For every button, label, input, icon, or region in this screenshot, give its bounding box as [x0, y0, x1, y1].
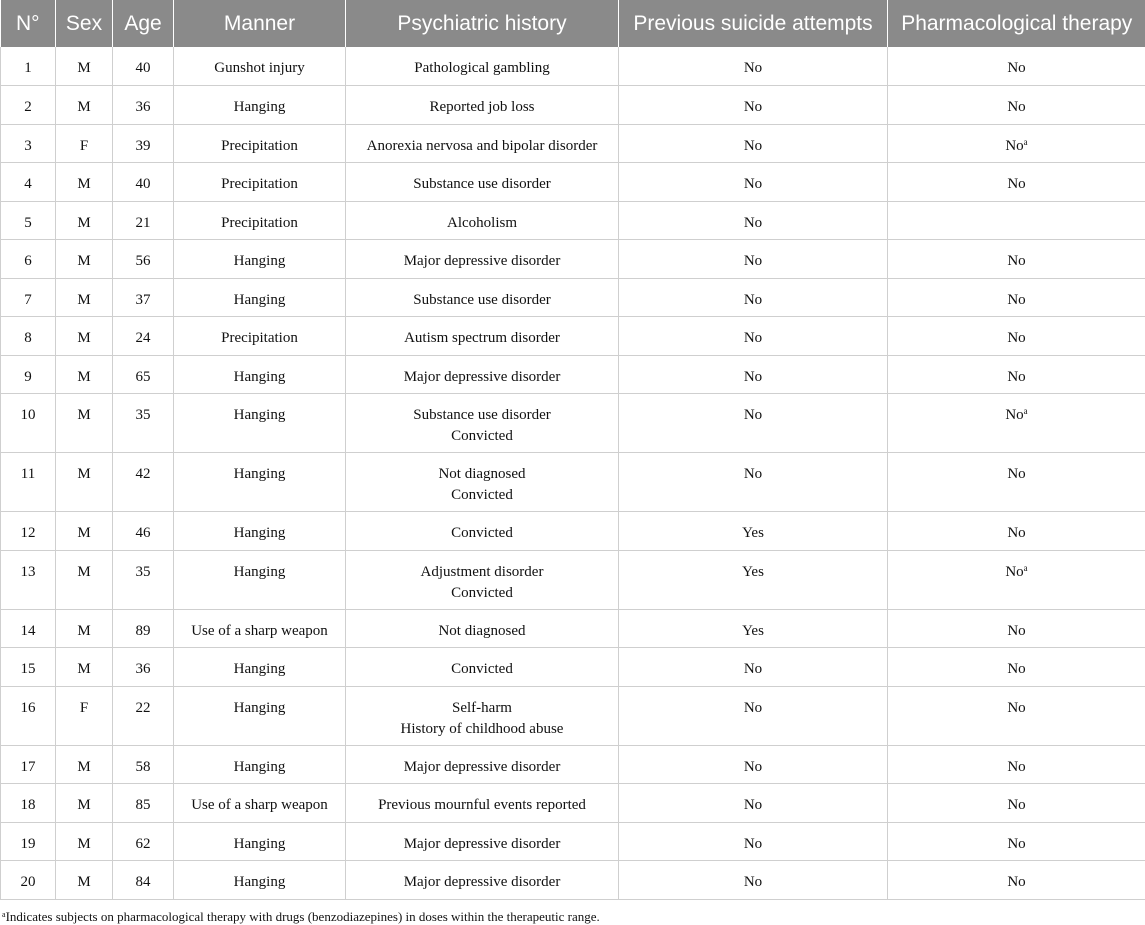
cell-number: 13: [1, 550, 56, 609]
history-line: Adjustment disorder: [420, 563, 544, 580]
column-header-age: Age: [113, 0, 174, 47]
table-row: [1, 240, 1145, 279]
cell-pharmacological-therapy: [888, 822, 1145, 861]
cell-age: 46: [113, 512, 174, 551]
table-row: [1, 784, 1145, 823]
cell-pharmacological-therapy: [888, 512, 1145, 551]
history-line: Convicted: [451, 428, 513, 444]
cell-number: 5: [1, 201, 56, 240]
cell-number: 19: [1, 822, 56, 861]
cell-manner: Hanging: [174, 648, 346, 687]
history-line: Reported job loss: [429, 99, 535, 115]
therapy-value: No: [1007, 368, 1026, 385]
footnote-mark: a: [2, 909, 6, 919]
cell-sex: M: [56, 861, 113, 900]
cell-number: 14: [1, 609, 56, 648]
history-line: Major depressive disorder: [403, 874, 561, 890]
cell-manner: Gunshot injury: [174, 47, 346, 86]
cell-previous-attempts: No: [619, 861, 888, 900]
cell-pharmacological-therapy: [888, 550, 1145, 609]
cell-psychiatric-history: [346, 686, 619, 745]
cell-pharmacological-therapy: [888, 47, 1145, 86]
cell-number: 6: [1, 240, 56, 279]
cell-previous-attempts: Yes: [619, 550, 888, 609]
table-row: [1, 355, 1145, 394]
cell-age: 35: [113, 394, 174, 453]
cell-previous-attempts: Yes: [619, 512, 888, 551]
cell-age: 40: [113, 47, 174, 86]
cell-psychiatric-history: [346, 317, 619, 356]
cell-number: 12: [1, 512, 56, 551]
cell-number: 11: [1, 453, 56, 512]
cell-manner: Hanging: [174, 861, 346, 900]
therapy-value: No: [1007, 466, 1026, 482]
cell-previous-attempts: No: [619, 317, 888, 356]
cell-psychiatric-history: [346, 394, 619, 453]
table-row: [1, 686, 1145, 745]
cell-pharmacological-therapy: [888, 355, 1145, 394]
table-row: [1, 453, 1145, 512]
cell-sex: M: [56, 163, 113, 202]
cell-number: 3: [1, 124, 56, 163]
history-line: Pathological gambling: [414, 60, 550, 76]
cell-psychiatric-history: [346, 163, 619, 202]
table-row: [1, 317, 1145, 356]
cell-age: 42: [113, 453, 174, 512]
cell-age: 58: [113, 745, 174, 784]
cell-sex: M: [56, 512, 113, 551]
cell-psychiatric-history: [346, 124, 619, 163]
therapy-value: No: [1007, 797, 1026, 813]
cell-number: 16: [1, 686, 56, 745]
cell-manner: Precipitation: [174, 201, 346, 240]
cell-sex: M: [56, 453, 113, 512]
cell-age: 56: [113, 240, 174, 279]
cell-psychiatric-history: [346, 278, 619, 317]
history-line: Autism spectrum disorder: [404, 330, 560, 346]
table-row: [1, 278, 1145, 317]
history-line: Major depressive disorder: [403, 253, 561, 269]
cell-manner: Use of a sharp weapon: [174, 609, 346, 648]
therapy-value: No: [1005, 563, 1024, 580]
cell-sex: M: [56, 822, 113, 861]
history-line: Substance use disorder: [413, 291, 551, 308]
cell-psychiatric-history: [346, 861, 619, 900]
therapy-value: No: [1007, 835, 1026, 852]
history-line: Convicted: [451, 525, 513, 541]
history-line: Major depressive disorder: [403, 758, 561, 775]
therapy-value: No: [1007, 525, 1026, 541]
cell-sex: M: [56, 278, 113, 317]
cell-number: 20: [1, 861, 56, 900]
table-row: [1, 550, 1145, 609]
cell-sex: M: [56, 784, 113, 823]
cell-sex: F: [56, 124, 113, 163]
cell-previous-attempts: No: [619, 822, 888, 861]
cell-sex: M: [56, 394, 113, 453]
cell-number: 9: [1, 355, 56, 394]
cell-age: 37: [113, 278, 174, 317]
cell-manner: Hanging: [174, 686, 346, 745]
table-row: [1, 745, 1145, 784]
cell-age: 36: [113, 648, 174, 687]
cell-previous-attempts: No: [619, 453, 888, 512]
table-row: [1, 609, 1145, 648]
therapy-value: No: [1007, 330, 1026, 346]
table-row: [1, 861, 1145, 900]
cell-number: 17: [1, 745, 56, 784]
cell-age: 39: [113, 124, 174, 163]
cell-age: 24: [113, 317, 174, 356]
cell-pharmacological-therapy: [888, 648, 1145, 687]
cell-previous-attempts: No: [619, 355, 888, 394]
cell-psychiatric-history: [346, 86, 619, 125]
cell-manner: Hanging: [174, 550, 346, 609]
column-header-pharmacological-therapy: Pharmacological therapy: [888, 0, 1145, 47]
table-row: [1, 512, 1145, 551]
history-line: Self-harm: [452, 699, 512, 716]
cell-sex: M: [56, 240, 113, 279]
cell-age: 22: [113, 686, 174, 745]
cell-age: 62: [113, 822, 174, 861]
cell-age: 85: [113, 784, 174, 823]
history-line: Major depressive disorder: [403, 835, 561, 852]
therapy-value: No: [1007, 874, 1026, 890]
cell-psychiatric-history: [346, 47, 619, 86]
cell-sex: F: [56, 686, 113, 745]
history-line: Alcoholism: [447, 214, 517, 231]
cell-pharmacological-therapy: [888, 686, 1145, 745]
cell-number: 4: [1, 163, 56, 202]
cell-previous-attempts: No: [619, 745, 888, 784]
column-header-psychiatric-history: Psychiatric history: [346, 0, 619, 47]
therapy-value: No: [1005, 137, 1024, 154]
cell-previous-attempts: No: [619, 648, 888, 687]
cell-manner: Use of a sharp weapon: [174, 784, 346, 823]
cell-previous-attempts: No: [619, 394, 888, 453]
table-row: [1, 648, 1145, 687]
history-line: History of childhood abuse: [400, 720, 564, 737]
cell-previous-attempts: No: [619, 278, 888, 317]
cell-previous-attempts: No: [619, 201, 888, 240]
therapy-value: No: [1007, 60, 1026, 76]
therapy-value: No: [1007, 291, 1026, 308]
table-row: [1, 394, 1145, 453]
therapy-footnote-mark: a: [1023, 406, 1028, 416]
cell-sex: M: [56, 317, 113, 356]
cell-pharmacological-therapy: [888, 240, 1145, 279]
cell-manner: Hanging: [174, 745, 346, 784]
cell-number: 18: [1, 784, 56, 823]
cell-pharmacological-therapy: [888, 453, 1145, 512]
cell-manner: Hanging: [174, 394, 346, 453]
history-line: Not diagnosed: [438, 466, 526, 482]
cell-psychiatric-history: [346, 648, 619, 687]
history-line: Substance use disorder: [413, 176, 551, 192]
cell-sex: M: [56, 47, 113, 86]
cell-psychiatric-history: [346, 201, 619, 240]
cell-previous-attempts: No: [619, 686, 888, 745]
history-line: Convicted: [451, 661, 513, 677]
cell-pharmacological-therapy: [888, 86, 1145, 125]
cell-previous-attempts: No: [619, 86, 888, 125]
cell-age: 21: [113, 201, 174, 240]
cell-age: 35: [113, 550, 174, 609]
cell-previous-attempts: No: [619, 163, 888, 202]
cell-sex: M: [56, 86, 113, 125]
column-header-sex: Sex: [56, 0, 113, 47]
therapy-value: No: [1007, 622, 1026, 639]
table-row: [1, 124, 1145, 163]
cell-pharmacological-therapy: [888, 609, 1145, 648]
cell-number: 1: [1, 47, 56, 86]
cell-previous-attempts: Yes: [619, 609, 888, 648]
table-row: [1, 822, 1145, 861]
table-header-row: [1, 0, 1145, 47]
cell-manner: Hanging: [174, 453, 346, 512]
column-header-previous-attempts: Previous suicide attempts: [619, 0, 888, 47]
therapy-value: No: [1007, 699, 1026, 716]
history-line: Previous mournful events reported: [378, 797, 586, 813]
cell-number: 10: [1, 394, 56, 453]
therapy-value: No: [1005, 407, 1024, 423]
table-row: [1, 86, 1145, 125]
cell-manner: Precipitation: [174, 124, 346, 163]
cell-pharmacological-therapy: [888, 201, 1145, 240]
therapy-value: No: [1007, 758, 1026, 775]
cell-previous-attempts: No: [619, 47, 888, 86]
cell-sex: M: [56, 355, 113, 394]
cell-manner: Precipitation: [174, 163, 346, 202]
cell-age: 36: [113, 86, 174, 125]
cell-manner: Precipitation: [174, 317, 346, 356]
table-row: [1, 163, 1145, 202]
cell-psychiatric-history: [346, 453, 619, 512]
cell-psychiatric-history: [346, 822, 619, 861]
cell-previous-attempts: No: [619, 784, 888, 823]
history-line: Major depressive disorder: [403, 368, 561, 385]
cell-previous-attempts: No: [619, 240, 888, 279]
cell-sex: M: [56, 745, 113, 784]
column-header-manner: Manner: [174, 0, 346, 47]
cell-age: 84: [113, 861, 174, 900]
cell-psychiatric-history: [346, 609, 619, 648]
cell-psychiatric-history: [346, 784, 619, 823]
cell-age: 40: [113, 163, 174, 202]
cell-psychiatric-history: [346, 240, 619, 279]
history-line: Convicted: [451, 487, 513, 503]
cell-number: 7: [1, 278, 56, 317]
cell-pharmacological-therapy: [888, 163, 1145, 202]
table-body: [1, 47, 1145, 899]
therapy-value: No: [1007, 253, 1026, 269]
cell-previous-attempts: No: [619, 124, 888, 163]
cell-pharmacological-therapy: [888, 745, 1145, 784]
cell-number: 2: [1, 86, 56, 125]
table-row: [1, 201, 1145, 240]
cell-manner: Hanging: [174, 240, 346, 279]
cell-pharmacological-therapy: [888, 784, 1145, 823]
therapy-value: No: [1007, 176, 1026, 192]
therapy-footnote-mark: a: [1023, 562, 1028, 573]
cell-psychiatric-history: [346, 512, 619, 551]
cell-psychiatric-history: [346, 550, 619, 609]
cell-age: 65: [113, 355, 174, 394]
cell-pharmacological-therapy: [888, 317, 1145, 356]
cell-number: 15: [1, 648, 56, 687]
cell-pharmacological-therapy: [888, 124, 1145, 163]
history-line: Not diagnosed: [438, 622, 526, 639]
column-header-number: N°: [1, 0, 56, 47]
cell-manner: Hanging: [174, 512, 346, 551]
cell-sex: M: [56, 609, 113, 648]
cell-sex: M: [56, 550, 113, 609]
therapy-value: No: [1007, 99, 1026, 115]
cell-manner: Hanging: [174, 86, 346, 125]
cell-pharmacological-therapy: [888, 394, 1145, 453]
cell-psychiatric-history: [346, 745, 619, 784]
footnote-text: Indicates subjects on pharmacological therapy with drugs (benzodiazepines) in doses within the therapeutic range.: [5, 908, 600, 924]
history-line: Convicted: [451, 584, 513, 601]
cell-number: 8: [1, 317, 56, 356]
history-line: Anorexia nervosa and bipolar disorder: [366, 137, 598, 154]
cell-pharmacological-therapy: [888, 278, 1145, 317]
cell-manner: Hanging: [174, 278, 346, 317]
cell-psychiatric-history: [346, 355, 619, 394]
history-line: Substance use disorder: [413, 407, 551, 423]
table-footnote: [2, 909, 1145, 925]
cell-manner: Hanging: [174, 355, 346, 394]
cell-pharmacological-therapy: [888, 861, 1145, 900]
therapy-value: No: [1007, 661, 1026, 677]
therapy-footnote-mark: a: [1023, 136, 1028, 147]
cell-sex: M: [56, 648, 113, 687]
cell-manner: Hanging: [174, 822, 346, 861]
cell-age: 89: [113, 609, 174, 648]
cell-sex: M: [56, 201, 113, 240]
table-row: [1, 47, 1145, 86]
